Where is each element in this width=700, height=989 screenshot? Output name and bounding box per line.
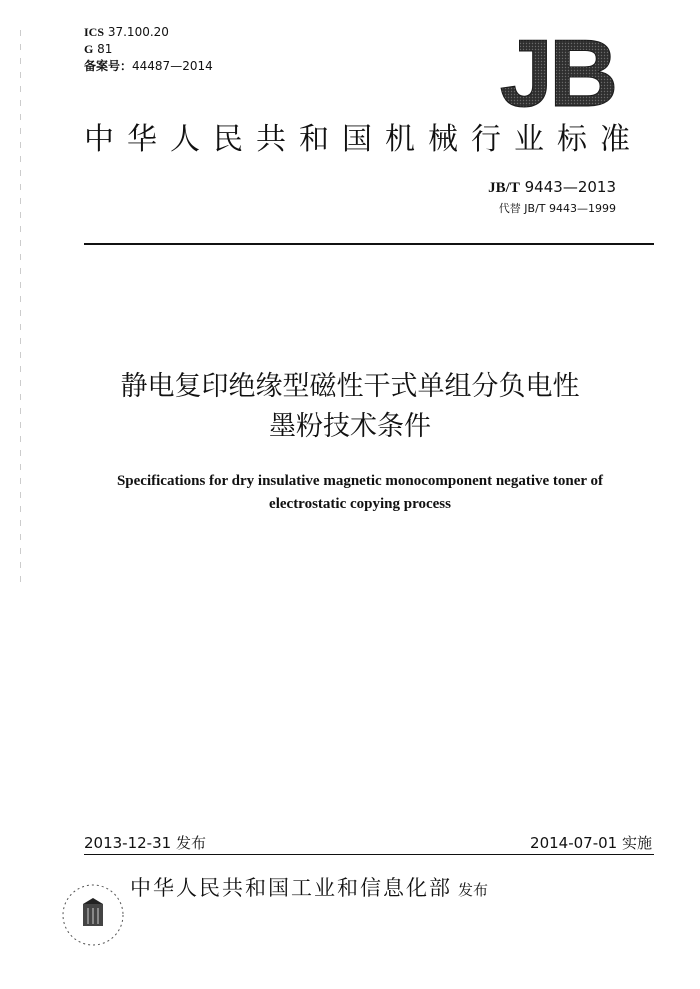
jb-logo-text: JB [499,30,615,112]
org-title: 中华人民共和国机械行业标准 [84,122,643,157]
margin-dashed-line [20,30,21,590]
record-label: 备案号： [84,59,133,73]
classification-code [84,41,112,57]
standard-prefix: JB/T [488,180,520,196]
ics-code [84,24,169,40]
title-en-line1: Specifications for dry insulative magnetic monocomponent negative toner of [116,473,604,489]
issue-date: 2013-12-31 发布 [84,834,206,852]
title-zh-line2: 墨粉技术条件 [269,411,431,442]
header-divider [84,243,654,245]
jb-logo [492,30,622,112]
ics-value: 37.100.20 [107,25,169,39]
replaces-standard: 代替 JB/T 9443—1999 [498,202,616,215]
standard-number [488,178,616,197]
record-value: 44487—2014 [132,59,213,73]
standard-value: 9443—2013 [524,178,616,196]
title-en-line2: electrostatic copying process [269,496,451,512]
footer-divider [84,854,654,855]
record-number [84,58,213,74]
classification-label: G [84,42,94,56]
title-zh-line1: 静电复印绝缘型磁性干式单组分负电性 [120,371,580,402]
publisher-suffix: 发布 [458,881,489,899]
implementation-date: 2014-07-01 实施 [530,834,652,852]
publisher [130,872,488,902]
publisher-seal-icon [58,880,128,950]
classification-value: 81 [97,42,113,56]
publisher-name: 中华人民共和国工业和信息化部 [130,876,452,900]
ics-label: ICS [84,25,105,39]
